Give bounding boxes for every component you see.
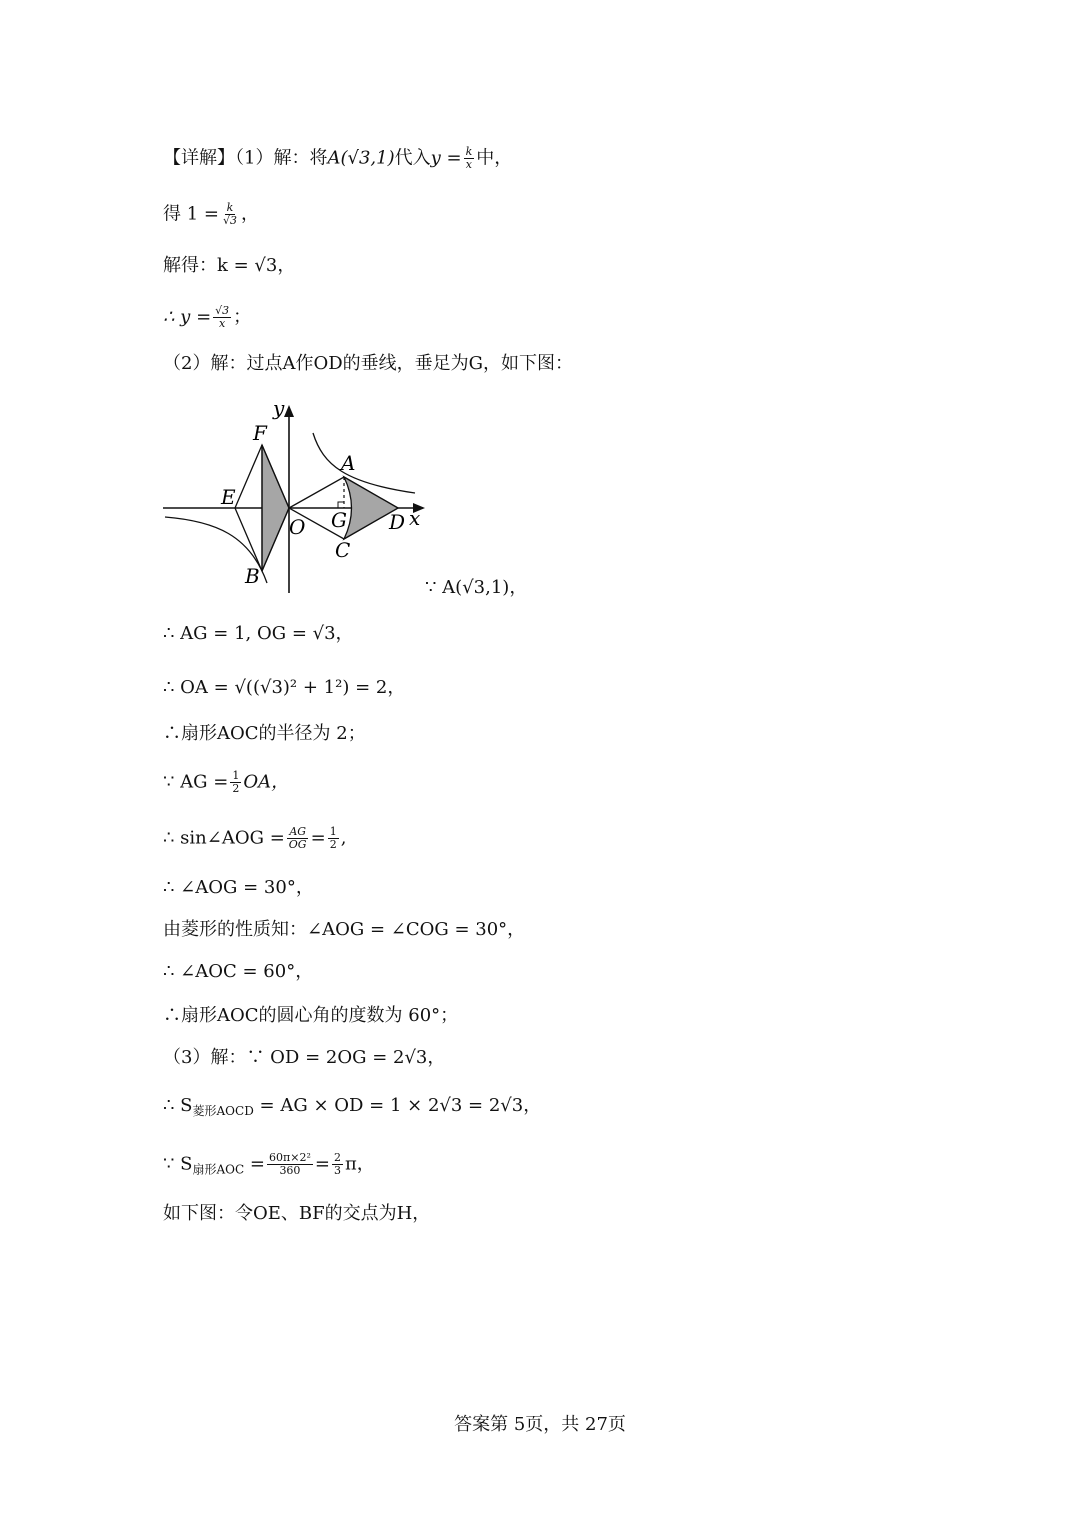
line-1: 【详解】（1）解：将A(√3,1)代入y = $\frac{k}{x}$ 中， — [163, 145, 513, 171]
label-B: B — [245, 564, 260, 588]
line-2: 得 1 = $\frac{k}{√3}$ ， — [163, 201, 259, 227]
y-axis-arrow — [284, 405, 294, 417]
line-16: （3）解：∵ OD = 2OG = 2√3， — [163, 1047, 446, 1068]
shaded-region-left — [262, 445, 289, 571]
label-x: x — [409, 506, 421, 530]
line-11: ∴ sin∠AOG = $\frac{AG}{OG}$ = $\frac{1}{2}$ , — [163, 825, 347, 851]
label-E: E — [221, 485, 236, 509]
line-15: ∴扇形AOC的圆心角的度数为 60°； — [163, 1005, 459, 1026]
line-19: 如下图：令OE、BF的交点为H， — [163, 1203, 431, 1224]
line-4: ∴ y = $\frac{√3}{x}$ ； — [163, 304, 252, 330]
hyperbola-branch-right — [313, 433, 415, 493]
fraction: $\frac{1}{2}$ — [329, 825, 337, 851]
fraction: $\frac{AG}{OG}$ — [288, 825, 307, 851]
label-C: C — [335, 538, 351, 562]
line-14: ∴ ∠AOC = 60°， — [163, 961, 314, 982]
line-8: ∴ OA = √((√3)² + 1²) = 2， — [163, 677, 406, 698]
label-F: F — [253, 421, 267, 445]
fraction: $\frac{1}{2}$ — [232, 769, 240, 795]
line-18: ∵ $S_{扇形AOC}$ = $\frac{\text{60π×2²}}{360}$ = $\frac{2}{3}$ π， — [163, 1151, 375, 1177]
page-footer: 答案第 5页，共 27页 — [454, 1414, 626, 1435]
line-6: ∵ A(√3,1)， — [425, 577, 528, 598]
geometry-figure — [155, 395, 455, 605]
label-G: G — [331, 508, 347, 532]
fraction: $\frac{k}{√3}$ — [222, 201, 237, 227]
label-O: O — [289, 515, 306, 539]
fraction: $\frac{k}{x}$ — [465, 145, 473, 171]
fraction: $\frac{√3}{x}$ — [215, 304, 230, 330]
line-5: （2）解：过点A作OD的垂线，垂足为G，如下图： — [163, 353, 574, 374]
line-12: ∴ ∠AOG = 30°， — [163, 877, 314, 898]
fraction: $\frac{\text{60π×2²}}{360}$ — [269, 1151, 311, 1177]
fraction: $\frac{2}{3}$ — [333, 1151, 341, 1177]
label-y: y — [273, 396, 285, 420]
label-A: A — [341, 451, 356, 475]
line-13: 由菱形的性质知：∠AOG = ∠COG = 30°， — [163, 919, 526, 940]
line-7: ∴ AG = 1, OG = √3， — [163, 623, 354, 644]
line-10: ∵ AG = $\frac{1}{2}$ OA， — [163, 769, 290, 795]
line-17: ∴ $S_{菱形AOCD}$ = AG × OD = 1 × 2√3 = 2√3， — [163, 1095, 542, 1118]
line-9: ∴扇形AOC的半径为 2； — [163, 723, 366, 744]
line-3: 解得：k = √3， — [163, 255, 296, 276]
label-D: D — [389, 510, 406, 534]
